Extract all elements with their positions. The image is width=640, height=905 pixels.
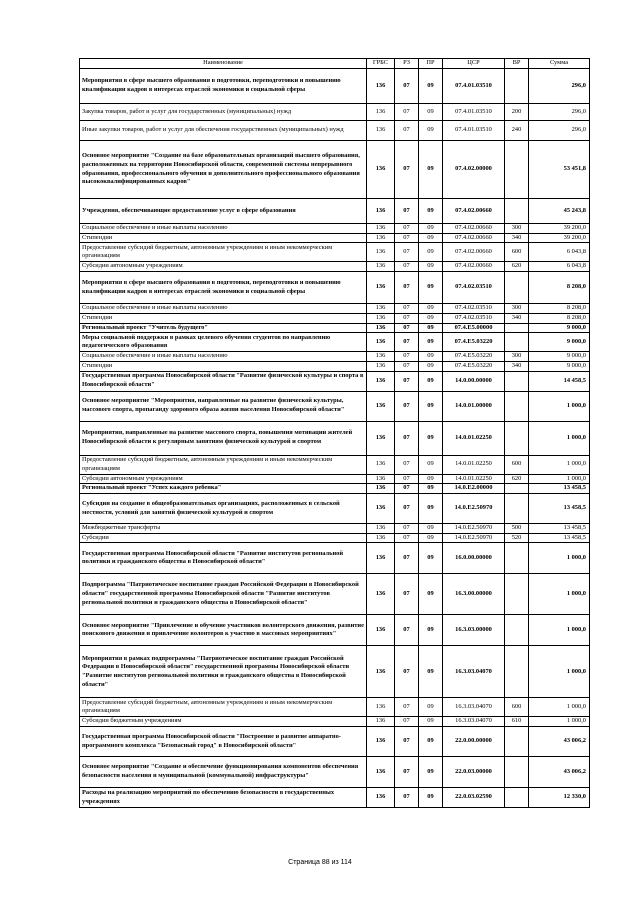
cell-rz: 07 [395,141,419,199]
cell-vr: 500 [505,524,529,534]
cell-rz: 07 [395,494,419,524]
cell-sum: 53 451,8 [529,141,590,199]
cell-vr [505,788,529,808]
cell-name: Основное мероприятие "Привлечение и обучение участников волонтерского движения, развитие поискового движения и привлечение волонтеров к участию в массовых мероприятиях" [80,615,367,646]
table-row [80,391,590,421]
cell-name: Социальное обеспечение и иные выплаты населению [80,352,367,362]
cell-grbs: 136 [367,788,395,808]
cell-vr [505,69,529,104]
cell-vr [505,484,529,494]
table-row [80,104,590,121]
cell-pr: 09 [419,698,443,717]
cell-vr [505,199,529,224]
cell-rz: 07 [395,421,419,455]
cell-sum: 1 000,0 [529,646,590,698]
cell-sum: 13 458,5 [529,533,590,543]
cell-name: Межбюджетные трансферты [80,524,367,534]
cell-name: Социальное обеспечение и иные выплаты населению [80,304,367,314]
cell-sum: 6 043,8 [529,243,590,262]
cell-rz: 07 [395,757,419,788]
cell-sum: 39 200,0 [529,224,590,234]
cell-name: Предоставление субсидий бюджетным, автономным учреждениям и иным некоммерческим организациям [80,243,367,262]
cell-pr: 09 [419,141,443,199]
cell-sum: 45 243,8 [529,199,590,224]
table-row [80,698,590,717]
page-number: Страница 88 из 114 [288,859,352,866]
cell-sum: 1 000,0 [529,574,590,615]
cell-grbs: 136 [367,199,395,224]
cell-pr: 09 [419,474,443,484]
cell-grbs: 136 [367,494,395,524]
cell-pr: 09 [419,304,443,314]
cell-sum: 14 458,5 [529,371,590,391]
cell-sum: 1 000,0 [529,698,590,717]
cell-rz: 07 [395,543,419,574]
cell-pr: 09 [419,69,443,104]
cell-csr: 07.4.02.00660 [443,224,505,234]
cell-vr: 600 [505,243,529,262]
table-row [80,224,590,234]
table-row [80,333,590,352]
cell-vr: 340 [505,233,529,243]
cell-name: Региональный проект "Успех каждого ребенка" [80,484,367,494]
cell-sum: 6 043,8 [529,262,590,272]
cell-sum: 8 208,0 [529,313,590,323]
cell-pr: 09 [419,484,443,494]
table-row [80,543,590,574]
cell-vr: 620 [505,262,529,272]
cell-name: Стипендии [80,313,367,323]
table-row [80,474,590,484]
cell-grbs: 136 [367,574,395,615]
cell-sum: 1 000,0 [529,391,590,421]
cell-vr [505,141,529,199]
cell-csr: 07.4.02.03510 [443,272,505,304]
cell-name: Подпрограмма "Патриотическое воспитание граждан Российской Федерации в Новосибирской области" государственной программы Новосибирской области "Развитие институтов региональной политики и гражданского общества в Новосибирской области" [80,574,367,615]
cell-pr: 09 [419,494,443,524]
table-row [80,371,590,391]
cell-name: Предоставление субсидий бюджетным, автономным учреждениям и иным некоммерческим организациям [80,698,367,717]
cell-pr: 09 [419,323,443,333]
cell-vr [505,757,529,788]
cell-rz: 07 [395,788,419,808]
cell-rz: 07 [395,646,419,698]
cell-name: Субсидии [80,533,367,543]
cell-grbs: 136 [367,421,395,455]
cell-csr: 16.3.03.04070 [443,646,505,698]
cell-sum: 13 458,5 [529,524,590,534]
cell-pr: 09 [419,391,443,421]
cell-csr: 14.0.01.02250 [443,474,505,484]
cell-sum: 13 458,5 [529,494,590,524]
cell-rz: 07 [395,361,419,371]
cell-pr: 09 [419,199,443,224]
cell-grbs: 136 [367,455,395,474]
cell-rz: 07 [395,323,419,333]
cell-vr: 600 [505,698,529,717]
cell-grbs: 136 [367,543,395,574]
table-header-row [80,59,590,69]
cell-pr: 09 [419,533,443,543]
cell-rz: 07 [395,717,419,727]
cell-vr: 520 [505,533,529,543]
cell-pr: 09 [419,615,443,646]
table-row [80,727,590,757]
cell-grbs: 136 [367,323,395,333]
cell-rz: 07 [395,615,419,646]
table-row [80,313,590,323]
cell-sum: 9 000,0 [529,333,590,352]
cell-csr: 07.4.01.03510 [443,69,505,104]
cell-pr: 09 [419,243,443,262]
cell-sum: 1 000,0 [529,543,590,574]
table-row [80,141,590,199]
cell-csr: 16.3.03.00000 [443,615,505,646]
cell-name: Учреждения, обеспечивающие предоставление услуг в сфере образования [80,199,367,224]
cell-grbs: 136 [367,304,395,314]
cell-pr: 09 [419,361,443,371]
cell-sum: 43 006,2 [529,727,590,757]
cell-sum: 1 000,0 [529,717,590,727]
cell-grbs: 136 [367,391,395,421]
cell-csr: 07.4.02.00000 [443,141,505,199]
table-row [80,757,590,788]
table-row [80,524,590,534]
cell-csr: 22.0.03.02590 [443,788,505,808]
cell-rz: 07 [395,352,419,362]
cell-sum: 13 458,5 [529,484,590,494]
cell-csr: 07.4.01.03510 [443,121,505,141]
cell-csr: 14.0.E2.00000 [443,484,505,494]
cell-name: Мероприятия в сфере высшего образования в подготовки, переподготовки и повышению квалификации кадров в интересах отраслей экономики и социальной сферы [80,272,367,304]
cell-pr: 09 [419,313,443,323]
cell-pr: 09 [419,574,443,615]
cell-pr: 09 [419,543,443,574]
table-row [80,717,590,727]
cell-pr: 09 [419,524,443,534]
cell-rz: 07 [395,313,419,323]
cell-grbs: 136 [367,104,395,121]
cell-grbs: 136 [367,352,395,362]
table-row [80,361,590,371]
cell-rz: 07 [395,474,419,484]
cell-sum: 296,0 [529,104,590,121]
cell-grbs: 136 [367,121,395,141]
cell-pr: 09 [419,421,443,455]
cell-vr: 300 [505,304,529,314]
cell-vr [505,333,529,352]
cell-csr: 22.0.00.00000 [443,727,505,757]
cell-grbs: 136 [367,698,395,717]
cell-sum: 39 200,0 [529,233,590,243]
cell-vr: 600 [505,455,529,474]
cell-vr: 300 [505,224,529,234]
table-row [80,533,590,543]
cell-name: Расходы на реализацию мероприятий по обеспечению безопасности в государственных учреждениях [80,788,367,808]
cell-sum: 1 000,0 [529,421,590,455]
cell-grbs: 136 [367,615,395,646]
cell-csr: 07.4.02.00660 [443,243,505,262]
cell-vr [505,543,529,574]
cell-vr [505,323,529,333]
cell-rz: 07 [395,533,419,543]
cell-name: Иные закупки товаров, работ и услуг для обеспечения государственных (муниципальных) нужд [80,121,367,141]
cell-pr: 09 [419,121,443,141]
cell-rz: 07 [395,262,419,272]
cell-rz: 07 [395,121,419,141]
cell-rz: 07 [395,233,419,243]
cell-grbs: 136 [367,141,395,199]
cell-pr: 09 [419,757,443,788]
header-rz: РЗ [395,59,419,69]
cell-csr: 07.4.02.00660 [443,262,505,272]
table-row [80,262,590,272]
cell-name: Субсидии на создание в общеобразовательных организациях, расположенных в сельской местности, условий для занятий физической культурой и спортом [80,494,367,524]
cell-pr: 09 [419,646,443,698]
cell-grbs: 136 [367,69,395,104]
table-row [80,421,590,455]
cell-sum: 9 000,0 [529,361,590,371]
cell-grbs: 136 [367,272,395,304]
cell-vr: 240 [505,121,529,141]
cell-vr [505,646,529,698]
cell-rz: 07 [395,104,419,121]
cell-csr: 07.4.E5.00000 [443,323,505,333]
cell-csr: 07.4.02.03510 [443,304,505,314]
cell-csr: 14.0.00.00000 [443,371,505,391]
cell-rz: 07 [395,727,419,757]
cell-grbs: 136 [367,243,395,262]
table-row [80,352,590,362]
cell-csr: 14.0.01.00000 [443,391,505,421]
cell-rz: 07 [395,698,419,717]
cell-grbs: 136 [367,757,395,788]
cell-vr: 200 [505,104,529,121]
cell-sum: 8 208,0 [529,304,590,314]
cell-rz: 07 [395,484,419,494]
cell-vr [505,494,529,524]
cell-csr: 16.0.00.00000 [443,543,505,574]
table-row [80,199,590,224]
cell-grbs: 136 [367,717,395,727]
table-row [80,323,590,333]
cell-grbs: 136 [367,333,395,352]
table-row [80,233,590,243]
cell-name: Субсидии бюджетным учреждениям [80,717,367,727]
cell-pr: 09 [419,333,443,352]
cell-rz: 07 [395,455,419,474]
cell-csr: 14.0.01.02250 [443,421,505,455]
cell-grbs: 136 [367,474,395,484]
cell-grbs: 136 [367,533,395,543]
cell-rz: 07 [395,333,419,352]
cell-pr: 09 [419,788,443,808]
table-row [80,574,590,615]
cell-pr: 09 [419,455,443,474]
cell-rz: 07 [395,304,419,314]
cell-csr: 07.4.E5.03220 [443,333,505,352]
table-row [80,455,590,474]
cell-vr: 300 [505,352,529,362]
cell-sum: 1 000,0 [529,474,590,484]
cell-pr: 09 [419,224,443,234]
cell-grbs: 136 [367,646,395,698]
cell-vr [505,574,529,615]
cell-vr: 340 [505,313,529,323]
cell-pr: 09 [419,233,443,243]
cell-name: Меры социальной поддержки в рамках целевого обучения студентов по направлению педагогического образования [80,333,367,352]
cell-vr [505,615,529,646]
cell-vr [505,391,529,421]
cell-pr: 09 [419,272,443,304]
cell-name: Стипендии [80,233,367,243]
cell-name: Государственная программа Новосибирской области "Построение и развитие аппаратно-программного комплекса "Безопасный город" в Новосибирской области" [80,727,367,757]
cell-vr [505,421,529,455]
header-csr: ЦСР [443,59,505,69]
cell-pr: 09 [419,262,443,272]
cell-name: Основное мероприятие "Создание на базе образовательных организаций высшего образования, расположенных на территории Новосибирской области, современной системы непрерывного образования, профессионального обучения и дополнительного профессионального образования высококвалифицированных кадров" [80,141,367,199]
cell-sum: 43 006,2 [529,757,590,788]
table-row [80,646,590,698]
cell-csr: 14.0.E2.50970 [443,524,505,534]
cell-sum: 9 000,0 [529,323,590,333]
cell-grbs: 136 [367,262,395,272]
cell-name: Мероприятия в сфере высшего образования в подготовки, переподготовки и повышению квалификации кадров в интересах отраслей экономики и социальной сферы [80,69,367,104]
cell-csr: 07.4.02.00660 [443,233,505,243]
cell-name: Субсидии автономным учреждениям [80,262,367,272]
cell-rz: 07 [395,524,419,534]
cell-name: Мероприятия в рамках подпрограммы "Патриотическое воспитание граждан Российской Федерации в Новосибирской области" государственной программы Новосибирской области "Развитие институтов региональной политики и гражданского общества в Новосибирской области" [80,646,367,698]
cell-vr: 340 [505,361,529,371]
cell-rz: 07 [395,391,419,421]
cell-csr: 07.4.02.00660 [443,199,505,224]
cell-name: Социальное обеспечение и иные выплаты населению [80,224,367,234]
cell-grbs: 136 [367,484,395,494]
cell-csr: 22.0.03.00000 [443,757,505,788]
cell-pr: 09 [419,371,443,391]
header-pr: ПР [419,59,443,69]
cell-csr: 14.0.E2.50970 [443,494,505,524]
cell-sum: 8 208,0 [529,272,590,304]
cell-name: Мероприятия, направленные на развитие массового спорта, повышения мотивации жителей Новосибирской области к регулярным занятиям физической культурой и спортом [80,421,367,455]
cell-sum: 296,0 [529,121,590,141]
cell-name: Основное мероприятие "Создание и обеспечение функционирования компонентов обеспечения безопасности населения и муниципальной (коммунальной) инфраструктуры" [80,757,367,788]
cell-csr: 16.3.03.04070 [443,698,505,717]
cell-grbs: 136 [367,224,395,234]
cell-rz: 07 [395,224,419,234]
header-name: Наименование [80,59,367,69]
cell-rz: 07 [395,243,419,262]
cell-vr [505,272,529,304]
table-row [80,121,590,141]
cell-sum: 1 000,0 [529,615,590,646]
cell-rz: 07 [395,69,419,104]
cell-sum: 12 330,0 [529,788,590,808]
header-vr: ВР [505,59,529,69]
cell-name: Субсидии автономным учреждениям [80,474,367,484]
cell-vr [505,371,529,391]
cell-rz: 07 [395,199,419,224]
cell-name: Основное мероприятие "Мероприятия, направленные на развитие физической культуры, массового спорта, пропаганду здорового образа жизни населения Новосибирской области" [80,391,367,421]
cell-grbs: 136 [367,233,395,243]
cell-rz: 07 [395,272,419,304]
cell-vr: 620 [505,474,529,484]
cell-sum: 9 000,0 [529,352,590,362]
cell-sum: 1 000,0 [529,455,590,474]
cell-name: Стипендии [80,361,367,371]
cell-rz: 07 [395,574,419,615]
cell-csr: 07.4.01.03510 [443,104,505,121]
cell-grbs: 136 [367,727,395,757]
header-grbs: ГРБС [367,59,395,69]
cell-grbs: 136 [367,361,395,371]
cell-sum: 296,0 [529,69,590,104]
budget-table [79,58,590,808]
cell-name: Региональный проект "Учитель будущего" [80,323,367,333]
cell-pr: 09 [419,717,443,727]
header-sum: Сумма [529,59,590,69]
cell-csr: 14.0.E2.50970 [443,533,505,543]
cell-csr: 16.3.03.04070 [443,717,505,727]
cell-csr: 07.4.02.03510 [443,313,505,323]
table-row [80,615,590,646]
cell-csr: 14.0.01.02250 [443,455,505,474]
table-body [80,69,590,808]
cell-vr [505,727,529,757]
table-row [80,788,590,808]
table-row [80,243,590,262]
cell-pr: 09 [419,352,443,362]
cell-csr: 07.4.E5.03220 [443,361,505,371]
cell-vr: 610 [505,717,529,727]
cell-grbs: 136 [367,313,395,323]
table-row [80,304,590,314]
cell-rz: 07 [395,371,419,391]
table-row [80,69,590,104]
cell-name: Государственная программа Новосибирской области "Развитие физической культуры и спорта в Новосибирской области" [80,371,367,391]
cell-name: Государственная программа Новосибирской области "Развитие институтов региональной политики и гражданского общества в Новосибирской области" [80,543,367,574]
cell-name: Закупка товаров, работ и услуг для государственных (муниципальных) нужд [80,104,367,121]
table-row [80,494,590,524]
cell-name: Предоставление субсидий бюджетным, автономным учреждениям и иным некоммерческим организациям [80,455,367,474]
cell-grbs: 136 [367,371,395,391]
cell-pr: 09 [419,104,443,121]
cell-csr: 07.4.E5.03220 [443,352,505,362]
table-row [80,272,590,304]
table-row [80,484,590,494]
cell-pr: 09 [419,727,443,757]
cell-grbs: 136 [367,524,395,534]
cell-csr: 16.3.00.00000 [443,574,505,615]
